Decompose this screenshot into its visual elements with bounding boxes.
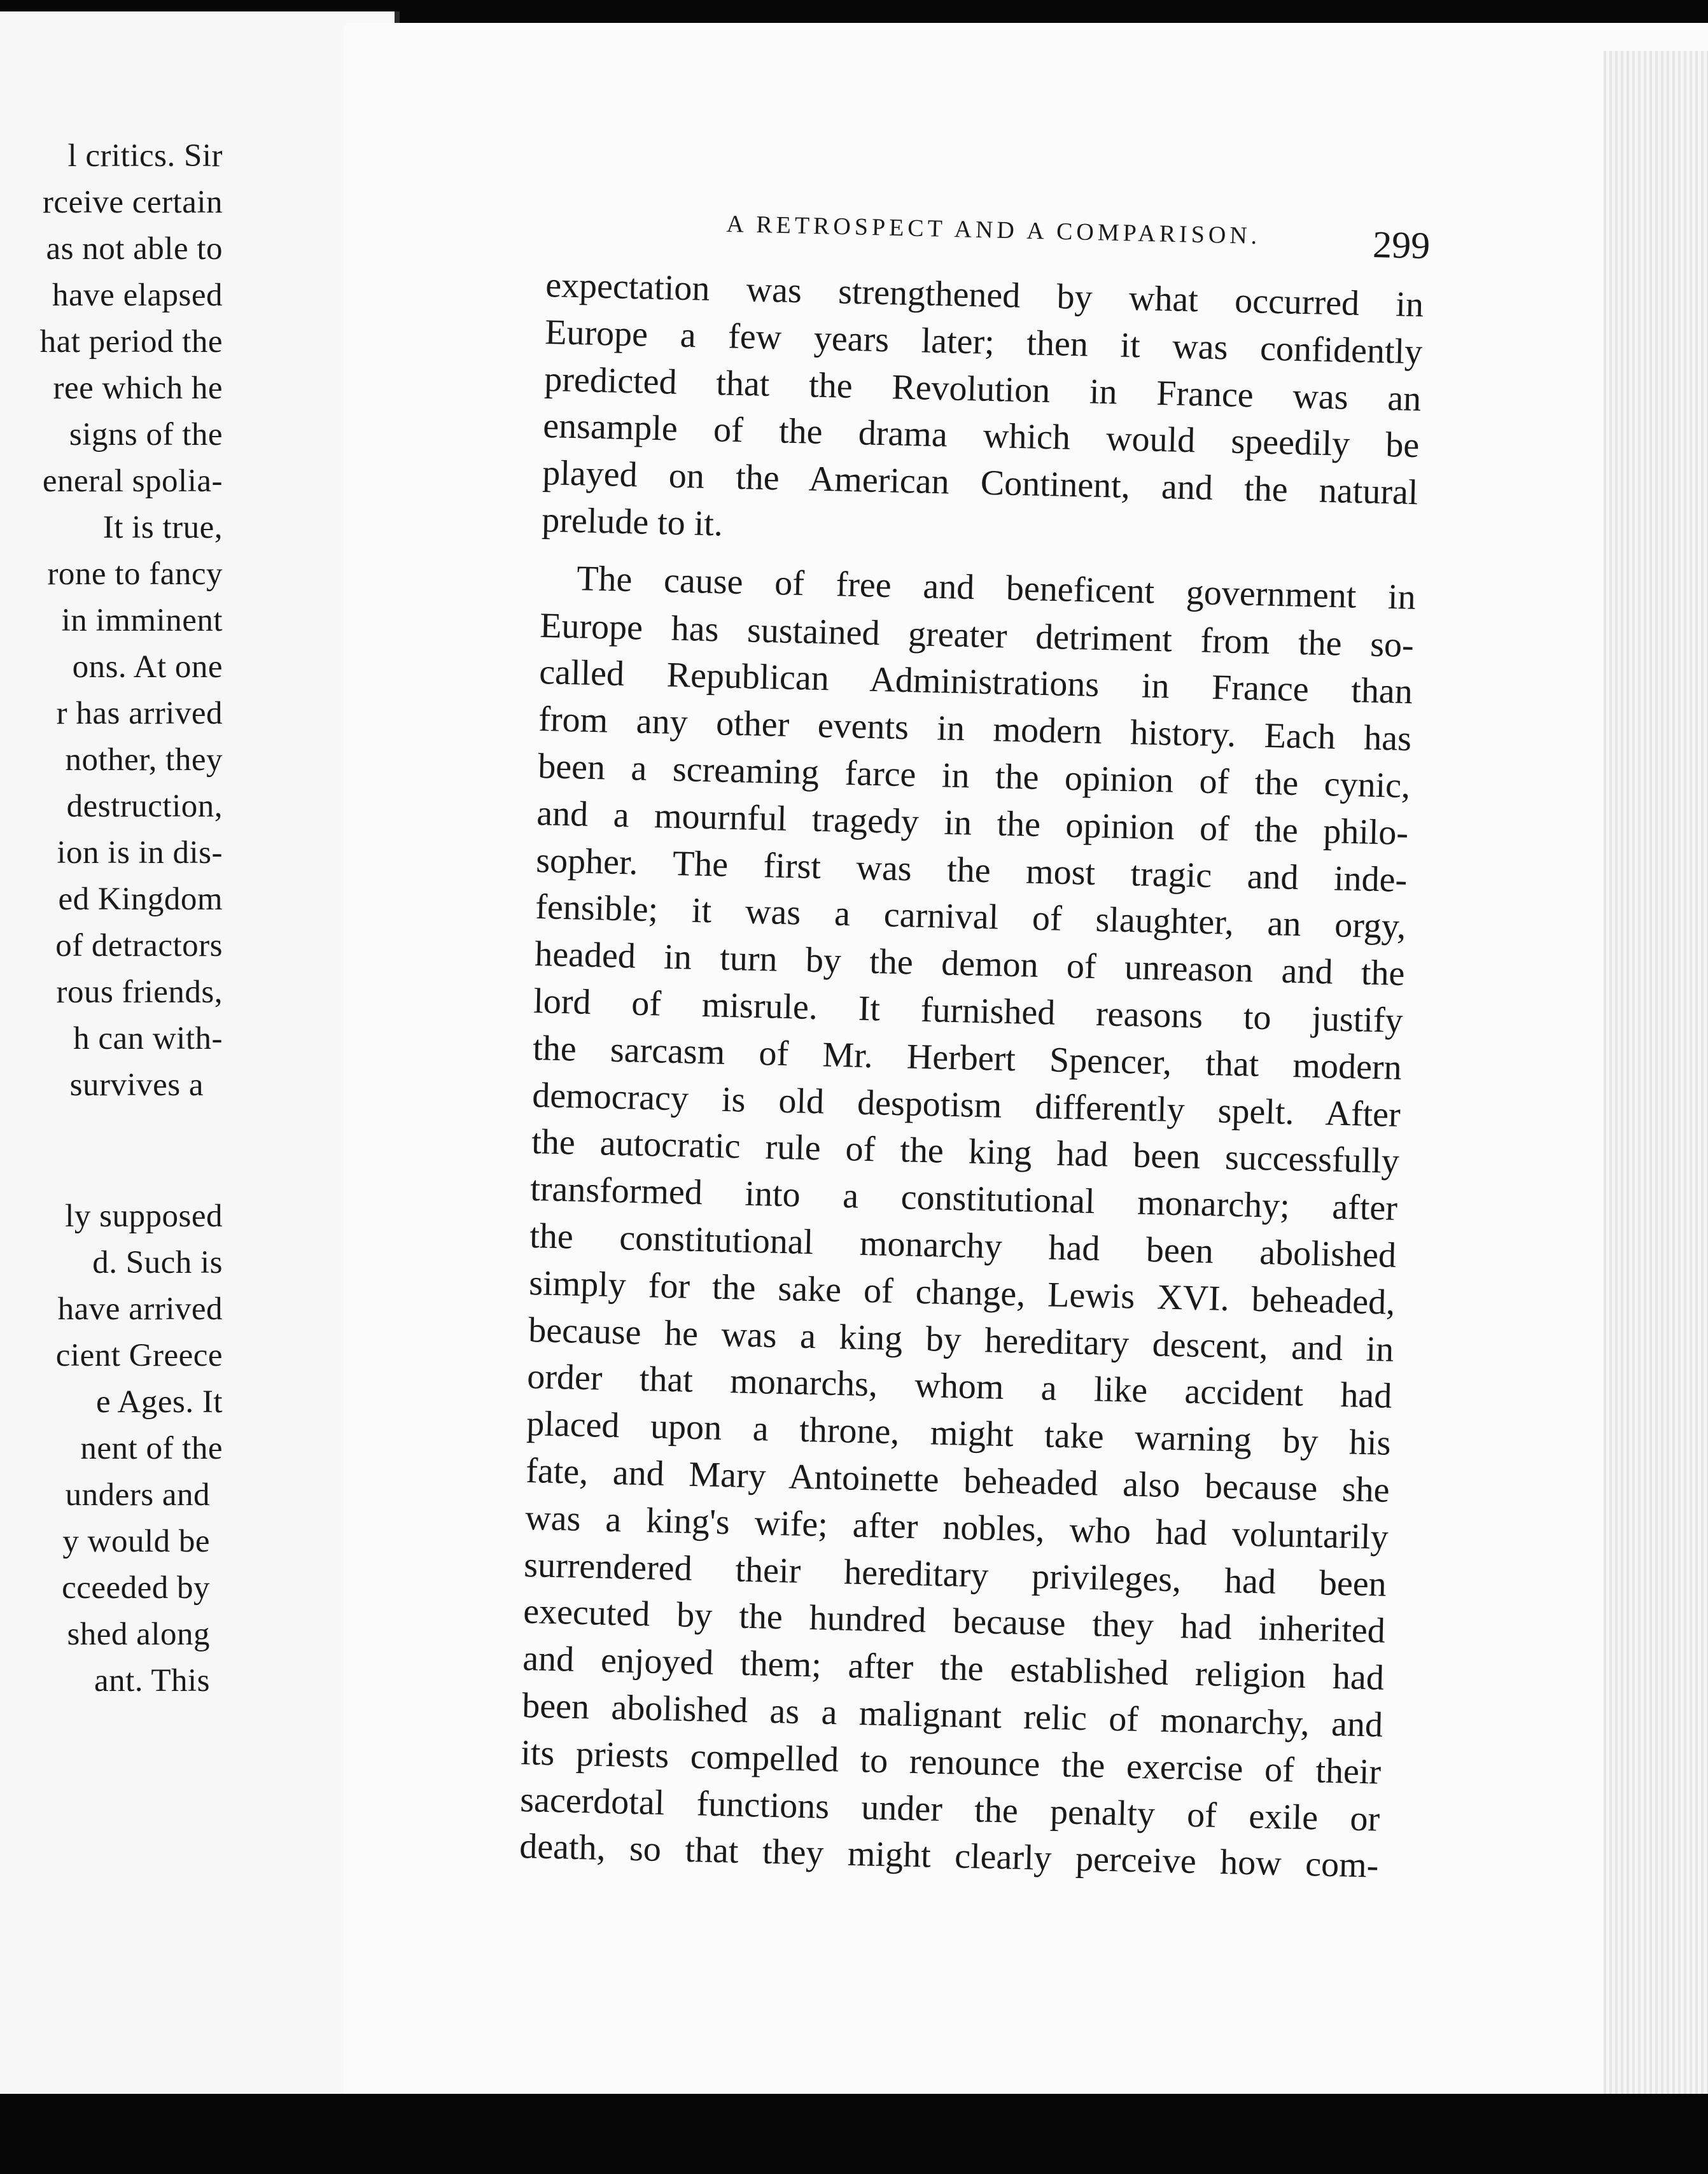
- body-line: headed in turn by the demon of unreason and the: [534, 934, 1405, 994]
- left-page-line: rceive certain: [42, 185, 223, 220]
- left-page-line: l critics. Sir: [67, 138, 223, 174]
- body-line: and enjoyed them; after the established religion had: [522, 1639, 1385, 1698]
- left-page-line: have elapsed: [52, 277, 223, 313]
- left-page-line: nent of the: [80, 1431, 223, 1466]
- body-line: played on the American Continent, and the natural: [542, 453, 1419, 513]
- body-line: Europe a few years later; then it was confidently: [544, 312, 1423, 372]
- body-line: simply for the sake of change, Lewis XVI. beheaded,: [528, 1263, 1396, 1322]
- body-line: fate, and Mary Antoinette beheaded also because she: [525, 1451, 1390, 1510]
- left-page-line: ed Kingdom: [58, 881, 223, 917]
- left-page-line: of detractors: [55, 928, 223, 964]
- left-page-line: r has arrived: [56, 696, 223, 731]
- body-line: executed by the hundred because they had inherited: [522, 1592, 1386, 1652]
- body-line: fensible; it was a carnival of slaughter, an orgy,: [535, 887, 1406, 947]
- left-page-line: ly supposed: [65, 1198, 223, 1234]
- left-page-line: hat period the: [39, 324, 223, 360]
- body-line: the sarcasm of Mr. Herbert Spencer, that modern: [532, 1028, 1403, 1088]
- body-line: transformed into a constitutional monarchy; after: [529, 1169, 1398, 1229]
- body-line: democracy is old despotism differently spelt. After: [531, 1075, 1401, 1135]
- left-page-line: ant. This: [94, 1663, 210, 1699]
- left-page-line: signs of the: [69, 417, 223, 452]
- page-number: 299: [1372, 223, 1431, 267]
- left-page-line: rous friends,: [56, 974, 223, 1010]
- left-page-line: cceeded by: [62, 1570, 210, 1606]
- left-page-line: ons. At one: [72, 649, 223, 685]
- left-page-line: ion is in dis-: [57, 835, 223, 871]
- body-line: The cause of free and beneficent government in: [576, 558, 1416, 617]
- left-page-line: e Ages. It: [95, 1384, 223, 1420]
- left-page-line: h can with-: [73, 1021, 223, 1056]
- body-line: because he was a king by hereditary descent, and in: [528, 1310, 1394, 1370]
- body-line: the autocratic rule of the king had been successfully: [531, 1122, 1400, 1182]
- body-line: expectation was strengthened by what occurred in: [545, 265, 1424, 325]
- body-line: sacerdotal functions under the penalty of exile or: [519, 1779, 1380, 1839]
- body-line: the constitutional monarchy had been abolished: [529, 1216, 1397, 1275]
- left-page-line: It is true,: [102, 510, 223, 545]
- left-page-line: ree which he: [53, 370, 223, 406]
- left-page-line: in imminent: [61, 603, 223, 638]
- body-line: Europe has sustained greater detriment from the so-: [539, 605, 1415, 665]
- bottom-dark-strip: [0, 2094, 1708, 2174]
- running-head: A RETROSPECT AND A COMPARISON.: [726, 210, 1261, 250]
- body-line: been abolished as a malignant relic of monarchy, and: [521, 1686, 1383, 1745]
- left-page-line: cient Greece: [55, 1338, 223, 1373]
- left-page-line: nother, they: [65, 742, 223, 778]
- left-page-line: have arrived: [57, 1291, 223, 1327]
- body-line: order that monarchs, whom a like accident had: [526, 1357, 1393, 1417]
- body-line: death, so that they might clearly perceive how com-: [519, 1827, 1379, 1886]
- left-page-line: unders and: [65, 1477, 210, 1513]
- body-line: placed upon a throne, might take warning by his: [526, 1404, 1392, 1463]
- body-line: predicted that the Revolution in France was an: [543, 359, 1422, 419]
- body-line: ensample of the drama which would speedily be: [542, 406, 1420, 466]
- body-line: its priests compelled to renounce the exercise of their: [520, 1732, 1382, 1792]
- body-line: lord of misrule. It furnished reasons to justify: [533, 981, 1404, 1041]
- body-line: surrendered their hereditary privileges, had been: [523, 1545, 1387, 1604]
- body-line: sopher. The first was the most tragic and inde-: [535, 840, 1408, 900]
- left-page-line: as not able to: [46, 231, 223, 267]
- body-line: called Republican Administrations in France than: [538, 652, 1413, 712]
- body-line: and a mournful tragedy in the opinion of the philo-: [536, 793, 1410, 853]
- body-line: was a king's wife; after nobles, who had voluntarily: [524, 1497, 1389, 1557]
- left-page-line: shed along: [67, 1616, 210, 1652]
- body-line: been a screaming farce in the opinion of the cynic,: [537, 747, 1411, 806]
- body-line: prelude to it.: [541, 500, 724, 544]
- left-page-line: d. Such is: [92, 1245, 223, 1280]
- left-page-line: destruction,: [66, 789, 223, 824]
- left-page-line: eneral spolia-: [42, 463, 223, 499]
- body-line: from any other events in modern history. Each has: [538, 699, 1412, 759]
- left-page-line: rone to fancy: [47, 556, 223, 592]
- left-page-line: survives a: [69, 1067, 204, 1103]
- left-page-line: y would be: [62, 1524, 210, 1559]
